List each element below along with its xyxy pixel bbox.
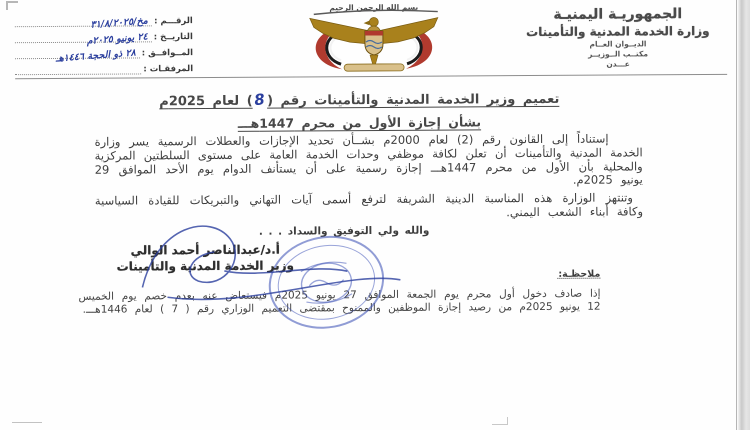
republic-name: الجمهوريـة اليمنيـة (553, 6, 683, 23)
field-date-label: التاريــخ : (153, 32, 193, 43)
bismillah-calligraphy: بسم الله الرحمن الرحيم (329, 2, 419, 13)
field-date (15, 27, 193, 48)
circular-title (39, 88, 679, 110)
field-number-label: الرقـــم : (154, 16, 193, 27)
field-corresponding (15, 43, 194, 65)
ministry-name: وزارة الخدمة المدنية والتأمينات (526, 23, 710, 40)
diwan-line: الديــوان العــام (589, 39, 647, 49)
field-number (15, 11, 193, 31)
yemen-emblem-icon (286, 0, 462, 75)
field-attachments-line (15, 61, 141, 75)
paragraph-1: إستناداً إلى القانون رقم (2) لعام 2000م بشــأن تحديد الإجازات والعطلات الرسمية يسر وزارة الخدمة المدنية والتأمينات أن تعلن لكافة موظفي وحدات الخدمة العامة على مستوى السلطتين المركزية والمحلية بأن الأول من محرم 1447هـــ إجازة رسمية على أن يستأنف الدوام يوم الأحد الموافق 29 يونيو 2025م. (94, 131, 643, 188)
field-date-value: ٢٤ يونيو ٢٠٢٥م (86, 31, 148, 48)
circular-subject: بشأن إجازة الأول من محرم 1447هـــ (237, 114, 482, 131)
field-number-line (15, 13, 152, 31)
minister-title: وزير الخدمة المدنية والتأمينات (116, 258, 295, 274)
field-date-line (15, 29, 152, 48)
field-attachments (15, 59, 193, 75)
meta-fields (15, 11, 193, 76)
closing-line: والله ولي التوفيق والسداد . . . (258, 224, 430, 238)
field-number-value: مخ/٣١/٨/٢٠٢٥ (90, 15, 149, 31)
title-block (39, 88, 679, 132)
scan-corner-mark-topleft (6, 1, 18, 10)
city-line: عـــدن (606, 59, 630, 69)
note-label: ملاحظـة: (558, 268, 601, 280)
minister-office-line: مكتــب الــوزيــر (588, 49, 648, 59)
note-text: إذا صادف دخول أول محرم يوم الجمعة الموافق 27 يونيو 2025م فيستعاض عنه بعدم خصم يوم الخميس 12 يونيو 2025م من رصيد إجازة الموظفين والممنوح بمقتضى التعميم الوزاري رقم ( 7 ) لعام 1446هـــ. (78, 287, 601, 316)
title-pre: تعميم وزير الخدمة المدنية والتأمينات رقم ( (267, 91, 560, 109)
field-attachments-label: المرفقـات : (143, 64, 194, 75)
letterhead (513, 6, 723, 69)
field-corresponding-value: ٢٨ ذو الحجة ١٤٤٦هـ (55, 47, 136, 65)
circular-number: 8 (253, 90, 267, 110)
field-corresponding-label: المــوافــق : (141, 48, 194, 59)
scan-page-edge (736, 0, 750, 430)
signature-scribble (112, 208, 413, 315)
scan-corner-mark-bottomleft (12, 422, 42, 423)
paragraph-2: وتنتهز الوزارة هذه المناسبة الدينية الشريفة لترفع أسمى آيات التهاني والتبريكات للقيادة السياسية وكافة أبناء الشعب اليمني. (94, 190, 644, 220)
field-corresponding-line (15, 45, 140, 65)
title-post: ) لعام 2025م (159, 93, 253, 110)
scan-corner-mark-bottomright (492, 417, 508, 425)
minister-name: أ.د/عبدالناصر أحمد الوالي (130, 242, 280, 258)
